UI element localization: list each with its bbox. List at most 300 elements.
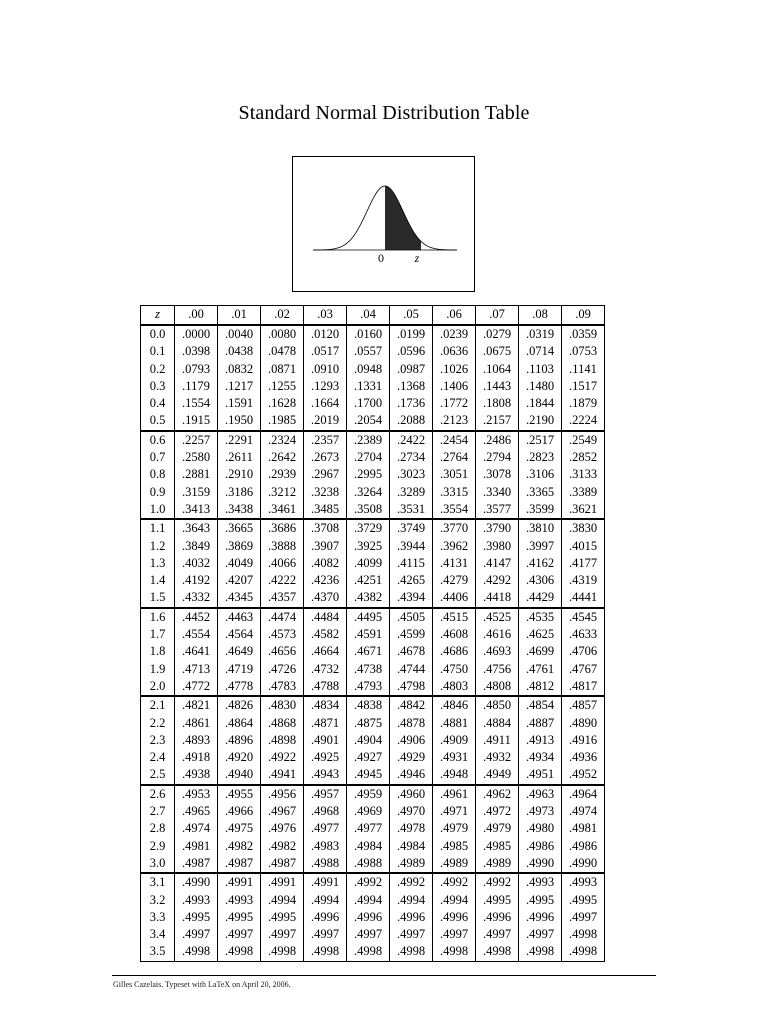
probability-cell: .4994: [390, 892, 433, 909]
probability-cell: .4881: [433, 715, 476, 732]
probability-cell: .3238: [304, 484, 347, 501]
table-row: [141, 466, 605, 483]
probability-cell: .4997: [304, 926, 347, 943]
probability-cell: .4821: [175, 696, 218, 714]
probability-cell: .4997: [390, 926, 433, 943]
probability-cell: .1217: [218, 378, 261, 395]
z-value-cell: 2.5: [141, 766, 175, 784]
z-value-cell: 3.5: [141, 943, 175, 961]
probability-cell: .4995: [218, 909, 261, 926]
z-value-cell: 0.4: [141, 395, 175, 412]
z-value-cell: 1.1: [141, 519, 175, 537]
probability-cell: .4948: [433, 766, 476, 784]
column-header: .03: [304, 306, 347, 326]
probability-cell: .3508: [347, 501, 390, 519]
probability-cell: .4990: [562, 855, 605, 873]
probability-cell: .4955: [218, 785, 261, 803]
table-row: [141, 378, 605, 395]
probability-cell: .3997: [519, 538, 562, 555]
probability-cell: .3159: [175, 484, 218, 501]
probability-cell: .4911: [476, 732, 519, 749]
z-value-cell: 1.2: [141, 538, 175, 555]
probability-cell: .4995: [261, 909, 304, 926]
probability-cell: .3577: [476, 501, 519, 519]
probability-cell: .0596: [390, 343, 433, 360]
probability-cell: .4988: [304, 855, 347, 873]
probability-cell: .1700: [347, 395, 390, 412]
probability-cell: .4192: [175, 572, 218, 589]
probability-cell: .4861: [175, 715, 218, 732]
probability-cell: .4474: [261, 608, 304, 626]
probability-cell: .1915: [175, 412, 218, 430]
table-row: [141, 626, 605, 643]
z-value-cell: 1.9: [141, 661, 175, 678]
probability-cell: .2995: [347, 466, 390, 483]
column-header: .00: [175, 306, 218, 326]
table-row: [141, 412, 605, 430]
probability-cell: .2823: [519, 449, 562, 466]
probability-cell: .4591: [347, 626, 390, 643]
z-value-cell: 0.3: [141, 378, 175, 395]
table-row: [141, 361, 605, 378]
header-row: [141, 306, 605, 326]
probability-cell: .4965: [175, 803, 218, 820]
probability-cell: .3315: [433, 484, 476, 501]
probability-cell: .1255: [261, 378, 304, 395]
probability-cell: .4032: [175, 555, 218, 572]
probability-cell: .1591: [218, 395, 261, 412]
probability-cell: .4986: [562, 838, 605, 855]
table-row: [141, 343, 605, 360]
probability-cell: .1406: [433, 378, 476, 395]
probability-cell: .4207: [218, 572, 261, 589]
probability-cell: .1443: [476, 378, 519, 395]
probability-cell: .4162: [519, 555, 562, 572]
probability-cell: .4922: [261, 749, 304, 766]
table-row: [141, 838, 605, 855]
probability-cell: .4927: [347, 749, 390, 766]
probability-cell: .4989: [433, 855, 476, 873]
probability-cell: .3212: [261, 484, 304, 501]
probability-cell: .4906: [390, 732, 433, 749]
probability-cell: .4920: [218, 749, 261, 766]
probability-cell: .3907: [304, 538, 347, 555]
probability-cell: .4370: [304, 589, 347, 607]
probability-cell: .4995: [175, 909, 218, 926]
probability-cell: .3485: [304, 501, 347, 519]
footer-note: Gilles Cazelais. Typeset with LaTeX on April 20, 2006.: [113, 980, 291, 989]
probability-cell: .1103: [519, 361, 562, 378]
table-row: [141, 943, 605, 961]
probability-cell: .4463: [218, 608, 261, 626]
probability-cell: .4686: [433, 643, 476, 660]
probability-cell: .4979: [433, 820, 476, 837]
probability-cell: .3770: [433, 519, 476, 537]
probability-cell: .4925: [304, 749, 347, 766]
probability-cell: .4997: [433, 926, 476, 943]
probability-cell: .4898: [261, 732, 304, 749]
page-title: Standard Normal Distribution Table: [238, 102, 530, 124]
z-value-cell: 3.1: [141, 873, 175, 891]
probability-cell: .4842: [390, 696, 433, 714]
probability-cell: .1293: [304, 378, 347, 395]
probability-cell: .1772: [433, 395, 476, 412]
column-header: .04: [347, 306, 390, 326]
probability-cell: .0557: [347, 343, 390, 360]
probability-cell: .4890: [562, 715, 605, 732]
probability-cell: .1480: [519, 378, 562, 395]
probability-cell: .2157: [476, 412, 519, 430]
probability-cell: .1517: [562, 378, 605, 395]
probability-cell: .4649: [218, 643, 261, 660]
probability-cell: .1064: [476, 361, 519, 378]
probability-cell: .4608: [433, 626, 476, 643]
probability-cell: .4934: [519, 749, 562, 766]
probability-cell: .3810: [519, 519, 562, 537]
probability-cell: .0359: [562, 325, 605, 343]
probability-cell: .1368: [390, 378, 433, 395]
probability-cell: .4980: [519, 820, 562, 837]
probability-cell: .4993: [175, 892, 218, 909]
probability-cell: .4854: [519, 696, 562, 714]
probability-cell: .4564: [218, 626, 261, 643]
column-header: .07: [476, 306, 519, 326]
probability-cell: .4943: [304, 766, 347, 784]
probability-cell: .4929: [390, 749, 433, 766]
probability-cell: .3729: [347, 519, 390, 537]
probability-cell: .4641: [175, 643, 218, 660]
z-value-cell: 0.5: [141, 412, 175, 430]
probability-cell: .4981: [562, 820, 605, 837]
probability-cell: .0636: [433, 343, 476, 360]
probability-cell: .2054: [347, 412, 390, 430]
probability-cell: .4706: [562, 643, 605, 660]
probability-cell: .1179: [175, 378, 218, 395]
probability-cell: .4952: [562, 766, 605, 784]
probability-cell: .4993: [218, 892, 261, 909]
probability-cell: .4990: [519, 855, 562, 873]
z-value-cell: 1.0: [141, 501, 175, 519]
z-value-cell: 2.9: [141, 838, 175, 855]
probability-cell: .4535: [519, 608, 562, 626]
probability-cell: .4936: [562, 749, 605, 766]
probability-cell: .4977: [304, 820, 347, 837]
probability-cell: .4970: [390, 803, 433, 820]
probability-cell: .4236: [304, 572, 347, 589]
probability-cell: .3186: [218, 484, 261, 501]
z-value-cell: 2.0: [141, 678, 175, 696]
table-row: [141, 449, 605, 466]
probability-cell: .3365: [519, 484, 562, 501]
column-header: .01: [218, 306, 261, 326]
z-value-cell: 2.3: [141, 732, 175, 749]
probability-cell: .4015: [562, 538, 605, 555]
probability-cell: .3944: [390, 538, 433, 555]
probability-cell: .4884: [476, 715, 519, 732]
probability-cell: .4761: [519, 661, 562, 678]
probability-cell: .4738: [347, 661, 390, 678]
probability-cell: .0910: [304, 361, 347, 378]
probability-cell: .4966: [218, 803, 261, 820]
probability-cell: .4994: [347, 892, 390, 909]
probability-cell: .4996: [433, 909, 476, 926]
probability-cell: .4834: [304, 696, 347, 714]
probability-cell: .4997: [218, 926, 261, 943]
z-value-cell: 0.2: [141, 361, 175, 378]
probability-cell: .4838: [347, 696, 390, 714]
probability-cell: .4830: [261, 696, 304, 714]
probability-cell: .4505: [390, 608, 433, 626]
probability-cell: .2357: [304, 431, 347, 449]
table-row: [141, 715, 605, 732]
column-header: .02: [261, 306, 304, 326]
probability-cell: .4767: [562, 661, 605, 678]
probability-cell: .2019: [304, 412, 347, 430]
probability-cell: .4656: [261, 643, 304, 660]
table-row: [141, 803, 605, 820]
z-value-cell: 0.6: [141, 431, 175, 449]
probability-cell: .2291: [218, 431, 261, 449]
normal-curve-graphic: [293, 157, 474, 291]
probability-cell: .4964: [562, 785, 605, 803]
probability-cell: .0871: [261, 361, 304, 378]
table-row: [141, 661, 605, 678]
table-row: [141, 892, 605, 909]
probability-cell: .4998: [562, 926, 605, 943]
probability-cell: .0279: [476, 325, 519, 343]
probability-cell: .3413: [175, 501, 218, 519]
probability-cell: .0753: [562, 343, 605, 360]
probability-cell: .4625: [519, 626, 562, 643]
z-value-cell: 1.8: [141, 643, 175, 660]
probability-cell: .4893: [175, 732, 218, 749]
probability-cell: .3438: [218, 501, 261, 519]
probability-cell: .4406: [433, 589, 476, 607]
probability-cell: .4978: [390, 820, 433, 837]
probability-cell: .0319: [519, 325, 562, 343]
probability-cell: .3078: [476, 466, 519, 483]
origin-label: 0: [378, 251, 384, 265]
probability-cell: .4599: [390, 626, 433, 643]
probability-cell: .4997: [175, 926, 218, 943]
probability-cell: .0987: [390, 361, 433, 378]
probability-cell: .4977: [347, 820, 390, 837]
z-table: [140, 305, 605, 962]
table-row: [141, 484, 605, 501]
table-row: [141, 926, 605, 943]
probability-cell: .2454: [433, 431, 476, 449]
probability-cell: .4525: [476, 608, 519, 626]
z-value-cell: 3.0: [141, 855, 175, 873]
probability-cell: .1736: [390, 395, 433, 412]
probability-cell: .4382: [347, 589, 390, 607]
probability-cell: .4987: [175, 855, 218, 873]
probability-cell: .4778: [218, 678, 261, 696]
probability-cell: .4664: [304, 643, 347, 660]
probability-cell: .4896: [218, 732, 261, 749]
table-row: [141, 608, 605, 626]
probability-cell: .1331: [347, 378, 390, 395]
probability-cell: .4987: [261, 855, 304, 873]
probability-cell: .4545: [562, 608, 605, 626]
probability-cell: .4292: [476, 572, 519, 589]
probability-cell: .4887: [519, 715, 562, 732]
z-column-header: z: [141, 306, 175, 326]
probability-cell: .3264: [347, 484, 390, 501]
probability-cell: .4251: [347, 572, 390, 589]
probability-cell: .4996: [390, 909, 433, 926]
probability-cell: .4994: [433, 892, 476, 909]
table-row: [141, 749, 605, 766]
probability-cell: .3554: [433, 501, 476, 519]
shaded-area: [385, 186, 421, 250]
probability-cell: .4222: [261, 572, 304, 589]
probability-cell: .1950: [218, 412, 261, 430]
probability-cell: .2642: [261, 449, 304, 466]
probability-cell: .4332: [175, 589, 218, 607]
probability-cell: .4984: [347, 838, 390, 855]
table-row: [141, 589, 605, 607]
column-header: .09: [562, 306, 605, 326]
probability-cell: .4946: [390, 766, 433, 784]
probability-cell: .2852: [562, 449, 605, 466]
probability-cell: .4495: [347, 608, 390, 626]
probability-cell: .2190: [519, 412, 562, 430]
probability-cell: .4147: [476, 555, 519, 572]
probability-cell: .4918: [175, 749, 218, 766]
probability-cell: .4998: [175, 943, 218, 961]
probability-cell: .4953: [175, 785, 218, 803]
probability-cell: .2486: [476, 431, 519, 449]
table-row: [141, 519, 605, 537]
z-value-cell: 1.5: [141, 589, 175, 607]
probability-cell: .4974: [562, 803, 605, 820]
probability-cell: .1628: [261, 395, 304, 412]
probability-cell: .4826: [218, 696, 261, 714]
probability-cell: .4979: [476, 820, 519, 837]
probability-cell: .4115: [390, 555, 433, 572]
probability-cell: .4996: [519, 909, 562, 926]
probability-cell: .4959: [347, 785, 390, 803]
probability-cell: .4998: [390, 943, 433, 961]
probability-cell: .2517: [519, 431, 562, 449]
probability-cell: .4998: [304, 943, 347, 961]
probability-cell: .4996: [476, 909, 519, 926]
probability-cell: .4994: [304, 892, 347, 909]
probability-cell: .3830: [562, 519, 605, 537]
table-row: [141, 325, 605, 343]
probability-cell: .4798: [390, 678, 433, 696]
probability-cell: .3389: [562, 484, 605, 501]
probability-cell: .4957: [304, 785, 347, 803]
table-row: [141, 785, 605, 803]
probability-cell: .4969: [347, 803, 390, 820]
probability-cell: .4989: [390, 855, 433, 873]
probability-cell: .4082: [304, 555, 347, 572]
probability-cell: .4846: [433, 696, 476, 714]
probability-cell: .4429: [519, 589, 562, 607]
probability-cell: .4699: [519, 643, 562, 660]
column-header: .06: [433, 306, 476, 326]
probability-cell: .4177: [562, 555, 605, 572]
probability-cell: .2389: [347, 431, 390, 449]
probability-cell: .4974: [175, 820, 218, 837]
probability-cell: .4808: [476, 678, 519, 696]
probability-cell: .4997: [519, 926, 562, 943]
z-value-cell: 2.2: [141, 715, 175, 732]
table-row: [141, 732, 605, 749]
probability-cell: .2088: [390, 412, 433, 430]
probability-cell: .4756: [476, 661, 519, 678]
probability-cell: .4987: [218, 855, 261, 873]
probability-cell: .0000: [175, 325, 218, 343]
table-row: [141, 572, 605, 589]
probability-cell: .4772: [175, 678, 218, 696]
probability-cell: .4989: [476, 855, 519, 873]
probability-cell: .4265: [390, 572, 433, 589]
table-row: [141, 873, 605, 891]
probability-cell: .4817: [562, 678, 605, 696]
probability-cell: .2734: [390, 449, 433, 466]
probability-cell: .4973: [519, 803, 562, 820]
z-value-cell: 3.3: [141, 909, 175, 926]
probability-cell: .4992: [433, 873, 476, 891]
probability-cell: .4671: [347, 643, 390, 660]
probability-cell: .4616: [476, 626, 519, 643]
probability-cell: .4993: [519, 873, 562, 891]
column-header: .05: [390, 306, 433, 326]
probability-cell: .3133: [562, 466, 605, 483]
probability-cell: .1026: [433, 361, 476, 378]
probability-cell: .4995: [562, 892, 605, 909]
table-row: [141, 855, 605, 873]
probability-cell: .4995: [476, 892, 519, 909]
probability-cell: .4997: [347, 926, 390, 943]
z-value-cell: 3.2: [141, 892, 175, 909]
probability-cell: .4998: [218, 943, 261, 961]
probability-cell: .3980: [476, 538, 519, 555]
probability-cell: .4345: [218, 589, 261, 607]
probability-cell: .4678: [390, 643, 433, 660]
probability-cell: .4985: [476, 838, 519, 855]
probability-cell: .2967: [304, 466, 347, 483]
probability-cell: .4960: [390, 785, 433, 803]
probability-cell: .4744: [390, 661, 433, 678]
z-value-cell: 2.6: [141, 785, 175, 803]
probability-cell: .3599: [519, 501, 562, 519]
table-body: [141, 325, 605, 961]
probability-cell: .4726: [261, 661, 304, 678]
probability-cell: .2673: [304, 449, 347, 466]
probability-cell: .4990: [175, 873, 218, 891]
probability-cell: .4967: [261, 803, 304, 820]
probability-cell: .3106: [519, 466, 562, 483]
probability-cell: .4998: [562, 943, 605, 961]
probability-cell: .4993: [562, 873, 605, 891]
probability-cell: .4938: [175, 766, 218, 784]
probability-cell: .4992: [390, 873, 433, 891]
probability-cell: .2939: [261, 466, 304, 483]
probability-cell: .4961: [433, 785, 476, 803]
probability-cell: .2123: [433, 412, 476, 430]
probability-cell: .3962: [433, 538, 476, 555]
probability-cell: .4357: [261, 589, 304, 607]
probability-cell: .0675: [476, 343, 519, 360]
column-header: .08: [519, 306, 562, 326]
probability-cell: .3849: [175, 538, 218, 555]
probability-cell: .4981: [175, 838, 218, 855]
probability-cell: .4812: [519, 678, 562, 696]
